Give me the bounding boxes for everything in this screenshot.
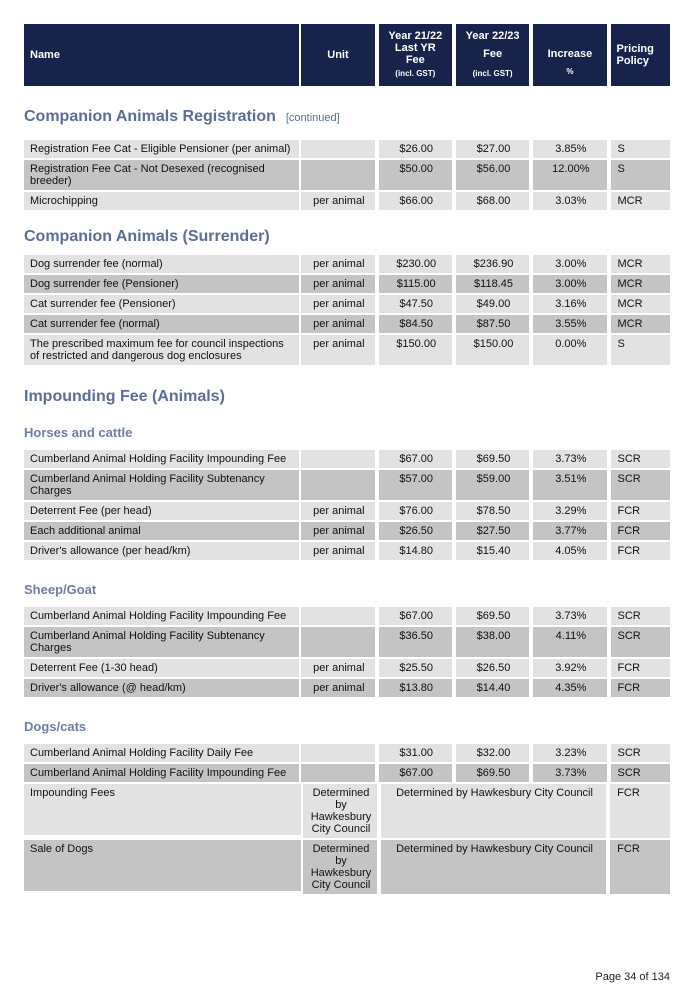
row-policy: FCR	[610, 784, 670, 838]
row-increase: 3.73%	[533, 764, 606, 782]
section-title-registration	[24, 108, 670, 126]
row-policy: FCR	[610, 840, 670, 894]
row-name: Microchipping	[24, 192, 299, 210]
header-policy-line1: Pricing	[616, 43, 654, 55]
row-policy: MCR	[611, 275, 670, 293]
row-policy: SCR	[611, 470, 670, 500]
row-name: Cumberland Animal Holding Facility Subtenancy Charges	[24, 470, 299, 500]
row-fee-last-year: $76.00	[379, 502, 452, 520]
row-policy: S	[611, 335, 670, 365]
row-unit: per animal	[301, 502, 374, 520]
row-policy: FCR	[611, 542, 670, 560]
row-policy: MCR	[611, 255, 670, 273]
row-increase: 3.73%	[533, 450, 606, 468]
row-fee-last-year: $57.00	[379, 470, 452, 500]
row-increase: 12.00%	[533, 160, 606, 190]
row-fee-current: $68.00	[456, 192, 529, 210]
row-policy: SCR	[611, 450, 670, 468]
table-row	[24, 659, 670, 677]
row-unit: per animal	[301, 335, 374, 365]
table-row	[24, 784, 670, 838]
table-row	[24, 764, 670, 782]
row-fee-current: $150.00	[456, 335, 529, 365]
row-fee-last-year: $84.50	[379, 315, 452, 333]
table-row	[24, 255, 670, 273]
table-row	[24, 840, 670, 894]
row-policy: MCR	[611, 192, 670, 210]
row-policy: FCR	[611, 522, 670, 540]
row-increase: 3.92%	[533, 659, 606, 677]
row-increase: 4.35%	[533, 679, 606, 697]
row-unit: per animal	[301, 255, 374, 273]
row-policy: FCR	[611, 679, 670, 697]
subsection-title-sheep: Sheep/Goat	[24, 582, 97, 597]
row-fee-last-year: $26.50	[379, 522, 452, 540]
table-row	[24, 522, 670, 540]
dogs-table	[24, 744, 670, 894]
header-fee2-note: (incl. GST)	[472, 69, 513, 78]
row-fee-last-year: $67.00	[379, 450, 452, 468]
row-name: Cumberland Animal Holding Facility Impounding Fee	[24, 764, 299, 782]
row-fee-current: $59.00	[456, 470, 529, 500]
subsection-title-horses: Horses and cattle	[24, 425, 133, 440]
row-increase: 4.11%	[533, 627, 606, 657]
row-fee-current: $14.40	[456, 679, 529, 697]
row-name: Cumberland Animal Holding Facility Impounding Fee	[24, 450, 299, 468]
row-policy: S	[611, 160, 670, 190]
row-policy: SCR	[611, 607, 670, 625]
row-policy: SCR	[611, 744, 670, 762]
row-unit: per animal	[301, 659, 374, 677]
row-unit: per animal	[301, 542, 374, 560]
subsection-title-dogs: Dogs/cats	[24, 719, 87, 734]
header-increase-note: %	[566, 67, 574, 76]
row-increase: 3.23%	[533, 744, 606, 762]
row-increase: 3.03%	[533, 192, 606, 210]
row-unit	[301, 140, 374, 158]
table-row	[24, 335, 670, 365]
horses-table	[24, 450, 670, 560]
fees-page	[24, 24, 670, 894]
table-row	[24, 607, 670, 625]
row-fee-current: $49.00	[456, 295, 529, 313]
sheep-table	[24, 607, 670, 697]
row-name: Deterrent Fee (per head)	[24, 502, 299, 520]
row-fee-last-year: $50.00	[379, 160, 452, 190]
row-name: Sale of Dogs	[24, 840, 301, 891]
row-fee-last-year: $66.00	[379, 192, 452, 210]
row-name: Dog surrender fee (normal)	[24, 255, 299, 273]
row-fee-current: $38.00	[456, 627, 529, 657]
row-fee-current: $26.50	[456, 659, 529, 677]
row-fee-last-year: $13.80	[379, 679, 452, 697]
section-title-text: Companion Animals Registration	[24, 108, 276, 125]
row-unit: Determined by Hawkesbury City Council	[303, 784, 377, 838]
row-fee-current: $32.00	[456, 744, 529, 762]
row-fee-last-year: $25.50	[379, 659, 452, 677]
table-row	[24, 627, 670, 657]
row-unit: per animal	[301, 522, 374, 540]
row-increase: 3.85%	[533, 140, 606, 158]
header-increase	[533, 24, 606, 86]
table-row	[24, 542, 670, 560]
row-increase: 3.16%	[533, 295, 606, 313]
header-unit-label: Unit	[327, 49, 349, 61]
header-increase-label: Increase	[547, 48, 593, 60]
header-fee1-fee: Fee	[405, 54, 425, 66]
row-merged-fee: Determined by Hawkesbury City Council	[381, 840, 606, 894]
section-title-text: Companion Animals (Surrender)	[24, 228, 270, 245]
row-fee-last-year: $14.80	[379, 542, 452, 560]
section-title-surrender	[24, 228, 670, 246]
row-unit: per animal	[301, 315, 374, 333]
row-fee-last-year: $47.50	[379, 295, 452, 313]
row-unit: Determined by Hawkesbury City Council	[303, 840, 377, 894]
table-row	[24, 295, 670, 313]
row-name: Dog surrender fee (Pensioner)	[24, 275, 299, 293]
row-policy: SCR	[611, 764, 670, 782]
section-title-text: Impounding Fee (Animals)	[24, 388, 225, 405]
row-unit	[301, 764, 374, 782]
table-row	[24, 502, 670, 520]
row-increase: 3.55%	[533, 315, 606, 333]
row-unit	[301, 160, 374, 190]
row-increase: 0.00%	[533, 335, 606, 365]
table-row	[24, 160, 670, 190]
row-name: Cat surrender fee (normal)	[24, 315, 299, 333]
row-name: Registration Fee Cat - Eligible Pensioner (per animal)	[24, 140, 299, 158]
row-fee-last-year: $36.50	[379, 627, 452, 657]
section-title-impounding	[24, 388, 670, 406]
row-increase: 3.77%	[533, 522, 606, 540]
row-fee-last-year: $31.00	[379, 744, 452, 762]
row-fee-current: $69.50	[456, 607, 529, 625]
row-unit: per animal	[301, 192, 374, 210]
row-unit	[301, 470, 374, 500]
row-increase: 3.00%	[533, 255, 606, 273]
row-fee-last-year: $26.00	[379, 140, 452, 158]
row-name: Each additional animal	[24, 522, 299, 540]
header-fee1-note: (incl. GST)	[395, 69, 436, 78]
row-name: Driver's allowance (@ head/km)	[24, 679, 299, 697]
row-unit: per animal	[301, 679, 374, 697]
page-number: Page 34 of 134	[595, 971, 670, 983]
row-increase: 3.73%	[533, 607, 606, 625]
row-name: Cumberland Animal Holding Facility Subtenancy Charges	[24, 627, 299, 657]
row-policy: SCR	[611, 627, 670, 657]
table-row	[24, 275, 670, 293]
row-fee-current: $27.00	[456, 140, 529, 158]
table-row	[24, 140, 670, 158]
row-name: Cat surrender fee (Pensioner)	[24, 295, 299, 313]
row-fee-current: $27.50	[456, 522, 529, 540]
row-unit	[301, 627, 374, 657]
row-increase: 4.05%	[533, 542, 606, 560]
row-fee-current: $236.90	[456, 255, 529, 273]
row-unit	[301, 607, 374, 625]
row-unit	[301, 450, 374, 468]
table-row	[24, 192, 670, 210]
table-row	[24, 470, 670, 500]
header-policy-line2: Policy	[616, 55, 649, 67]
table-row	[24, 450, 670, 468]
row-increase: 3.00%	[533, 275, 606, 293]
header-fee1-lastyr: Last YR	[394, 42, 436, 54]
row-fee-current: $78.50	[456, 502, 529, 520]
continued-label: [continued]	[285, 112, 340, 124]
row-fee-current: $69.50	[456, 450, 529, 468]
header-fee2-year: Year 22/23	[465, 30, 520, 42]
header-name	[24, 24, 299, 86]
row-name: Registration Fee Cat - Not Desexed (recognised breeder)	[24, 160, 299, 190]
header-fee-last-year	[379, 24, 452, 86]
header-fee2-fee: Fee	[483, 48, 503, 60]
row-fee-current: $87.50	[456, 315, 529, 333]
table-header	[24, 24, 670, 86]
row-policy: FCR	[611, 659, 670, 677]
row-name: Cumberland Animal Holding Facility Daily Fee	[24, 744, 299, 762]
header-fee1-year: Year 21/22	[388, 30, 443, 42]
table-row	[24, 744, 670, 762]
header-unit	[301, 24, 375, 86]
row-policy: S	[611, 140, 670, 158]
row-fee-last-year: $67.00	[379, 607, 452, 625]
row-name: Impounding Fees	[24, 784, 301, 835]
row-increase: 3.51%	[533, 470, 606, 500]
row-fee-last-year: $67.00	[379, 764, 452, 782]
row-fee-current: $69.50	[456, 764, 529, 782]
row-policy: MCR	[611, 295, 670, 313]
row-merged-fee: Determined by Hawkesbury City Council	[381, 784, 606, 838]
row-unit: per animal	[301, 295, 374, 313]
row-fee-current: $56.00	[456, 160, 529, 190]
row-unit: per animal	[301, 275, 374, 293]
row-policy: MCR	[611, 315, 670, 333]
header-fee-current-year	[456, 24, 529, 86]
row-name: The prescribed maximum fee for council inspections of restricted and dangerous dog enclosures	[24, 335, 299, 365]
row-name: Deterrent Fee (1-30 head)	[24, 659, 299, 677]
header-pricing-policy	[611, 24, 670, 86]
row-name: Cumberland Animal Holding Facility Impounding Fee	[24, 607, 299, 625]
surrender-table	[24, 255, 670, 365]
row-increase: 3.29%	[533, 502, 606, 520]
table-row	[24, 679, 670, 697]
row-fee-last-year: $150.00	[379, 335, 452, 365]
header-name-label: Name	[30, 49, 60, 61]
row-unit	[301, 744, 374, 762]
registration-table	[24, 140, 670, 210]
row-fee-current: $118.45	[456, 275, 529, 293]
row-fee-last-year: $230.00	[379, 255, 452, 273]
row-policy: FCR	[611, 502, 670, 520]
row-fee-current: $15.40	[456, 542, 529, 560]
row-fee-last-year: $115.00	[379, 275, 452, 293]
row-name: Driver's allowance (per head/km)	[24, 542, 299, 560]
table-row	[24, 315, 670, 333]
